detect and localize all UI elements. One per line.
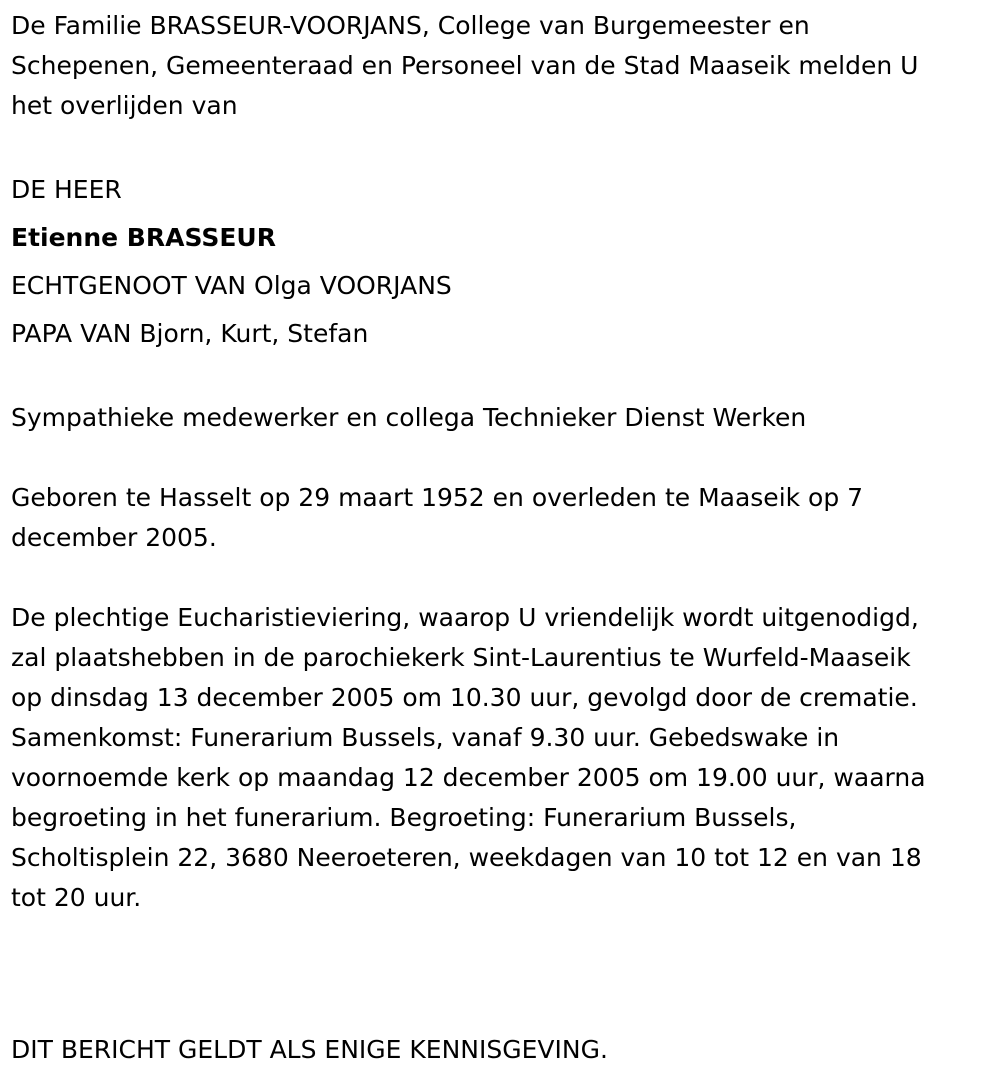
children-text: PAPA VAN Bjorn, Kurt, Stefan [11,319,369,348]
birth-line: Geboren te Hasselt op 29 maart 1952 en overleden te Maaseik op 7 [11,483,864,512]
role-text: Sympathieke medewerker en collega Technieker Dienst Werken [11,403,807,432]
birth-line: december 2005. [11,523,217,552]
service-line: zal plaatshebben in de parochiekerk Sint-Laurentius te Wurfeld-Maaseik [11,643,911,672]
intro-line: Schepenen, Gemeenteraad en Personeel van de Stad Maaseik melden U [11,51,919,80]
deceased-name: Etienne BRASSEUR [11,223,276,252]
service-line: op dinsdag 13 december 2005 om 10.30 uur, gevolgd door de crematie. [11,683,918,712]
service-line: voornoemde kerk op maandag 12 december 2005 om 19.00 uur, waarna [11,763,926,792]
spacer [11,358,993,398]
intro-line: De Familie BRASSEUR-VOORJANS, College van Burgemeester en [11,11,810,40]
intro-paragraph [11,6,993,126]
spacer [11,558,993,598]
service-line: Samenkomst: Funerarium Bussels, vanaf 9.30 uur. Gebedswake in [11,723,840,752]
spacer [11,438,993,478]
spacer [11,126,993,166]
service-paragraph [11,598,993,918]
spouse-text: ECHTGENOOT VAN Olga VOORJANS [11,271,452,300]
service-line: begroeting in het funerarium. Begroeting: Funerarium Bussels, [11,803,797,832]
birth-paragraph [11,478,993,558]
title-text: DE HEER [11,175,122,204]
service-line: Scholtisplein 22, 3680 Neeroeteren, weekdagen van 10 tot 12 en van 18 [11,843,922,872]
death-announcement [11,6,993,918]
service-line: tot 20 uur. [11,883,142,912]
service-line: De plechtige Eucharistieviering, waarop U vriendelijk wordt uitgenodigd, [11,603,919,632]
deceased-block [11,166,993,358]
closing-notice: DIT BERICHT GELDT ALS ENIGE KENNISGEVING. [11,1035,608,1064]
intro-line: het overlijden van [11,91,238,120]
